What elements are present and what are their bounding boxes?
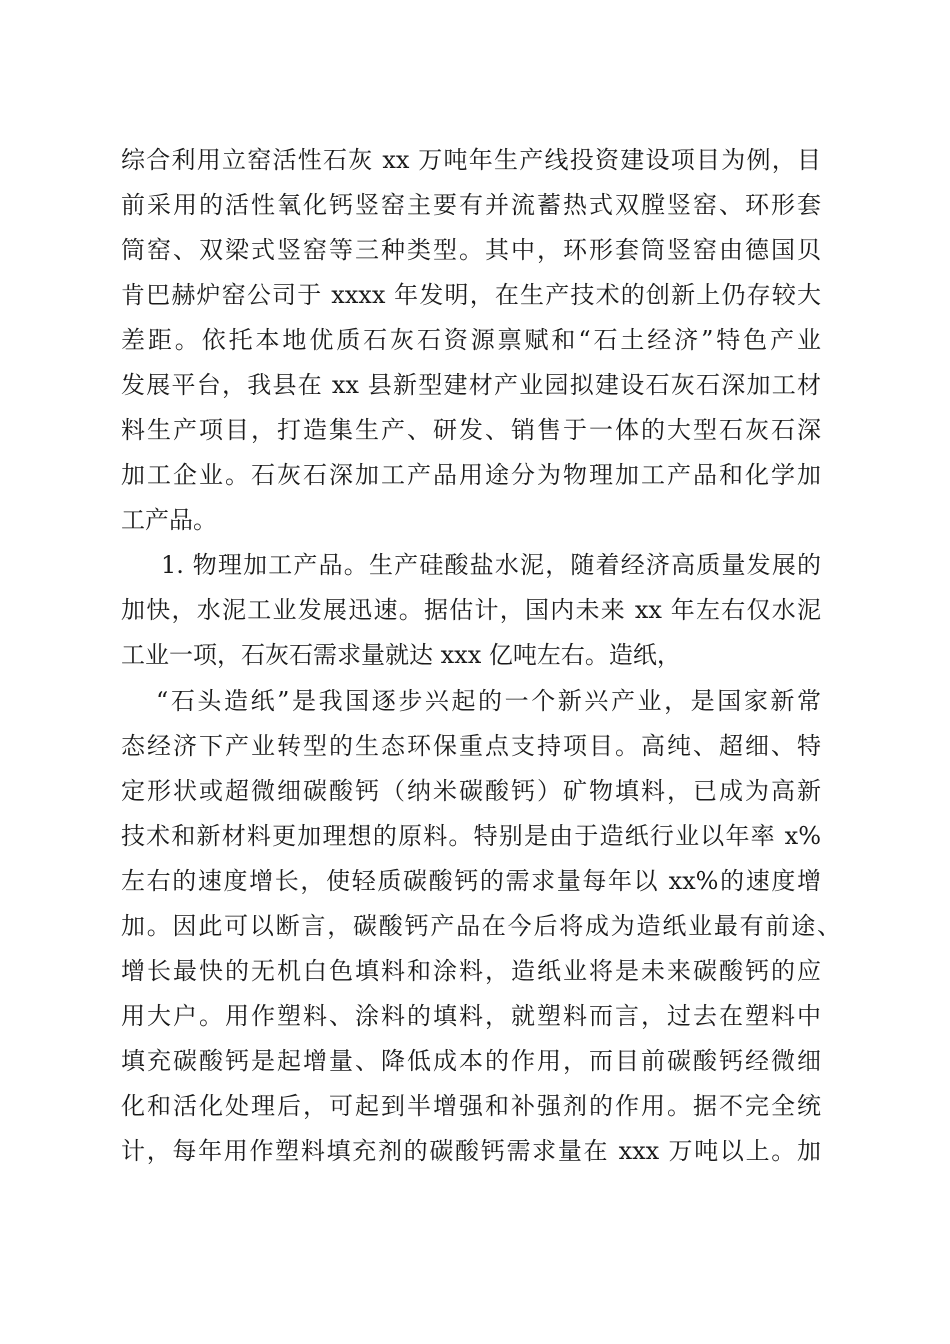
text-line: 前采用的活性氧化钙竖窑主要有并流蓄热式双膛竖窑、环形套: [121, 191, 821, 219]
text-line: 肯巴赫炉窑公司于 xxxx 年发明，在生产技术的创新上仍存较大: [121, 281, 821, 309]
text-line: 加快，水泥工业发展迅速。据估计，国内未来 xx 年左右仅水泥: [121, 596, 821, 624]
text-line: 技术和新材料更加理想的原料。特别是由于造纸行业以年率 x%: [121, 822, 821, 850]
text-line: 用大户。用作塑料、涂料的填料，就塑料而言，过去在塑料中: [121, 1002, 821, 1030]
text-line: 态经济下产业转型的生态环保重点支持项目。高纯、超细、特: [121, 732, 821, 760]
text-line: 1. 物理加工产品。生产硅酸盐水泥，随着经济高质量发展的: [161, 551, 821, 579]
text-line: 筒窑、双梁式竖窑等三种类型。其中，环形套筒竖窑由德国贝: [121, 236, 821, 264]
text-line: 加工企业。石灰石深加工产品用途分为物理加工产品和化学加: [121, 461, 821, 489]
text-line: 工业一项，石灰石需求量就达 xxx 亿吨左右。造纸，: [121, 641, 681, 669]
text-line: 发展平台，我县在 xx 县新型建材产业园拟建设石灰石深加工材: [121, 371, 821, 399]
text-line: 工产品。: [121, 506, 217, 534]
text-line: 差距。依托本地优质石灰石资源禀赋和“石土经济”特色产业: [121, 326, 821, 354]
text-line: 料生产项目，打造集生产、研发、销售于一体的大型石灰石深: [121, 416, 821, 444]
text-line: 综合利用立窑活性石灰 xx 万吨年生产线投资建设项目为例，目: [121, 146, 821, 174]
text-line: 左右的速度增长，使轻质碳酸钙的需求量每年以 xx%的速度增: [121, 867, 821, 895]
text-line: 加。因此可以断言，碳酸钙产品在今后将成为造纸业最有前途、: [121, 912, 841, 940]
text-line: 计，每年用作塑料填充剂的碳酸钙需求量在 xxx 万吨以上。加: [121, 1137, 821, 1165]
text-line: 增长最快的无机白色填料和涂料，造纸业将是未来碳酸钙的应: [121, 957, 821, 985]
text-line: 化和活化处理后，可起到半增强和补强剂的作用。据不完全统: [121, 1092, 821, 1120]
text-line: 填充碳酸钙是起增量、降低成本的作用，而目前碳酸钙经微细: [121, 1047, 821, 1075]
text-line: 定形状或超微细碳酸钙（纳米碳酸钙）矿物填料，已成为高新: [121, 777, 821, 805]
text-line: “石头造纸”是我国逐步兴起的一个新兴产业，是国家新常: [156, 687, 821, 715]
